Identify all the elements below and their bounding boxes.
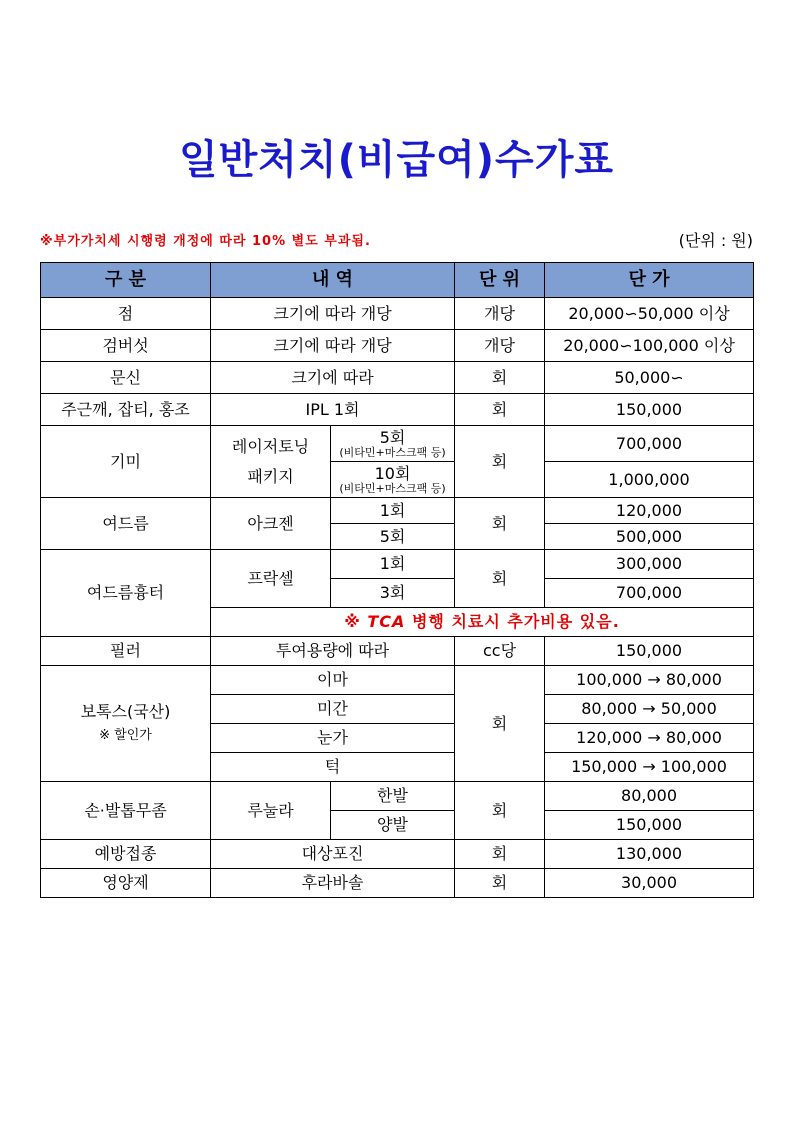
price-cell: 50,000∽ <box>545 362 754 394</box>
option-cell: 5회 <box>331 524 455 550</box>
unit-cell: cc당 <box>455 637 545 666</box>
price-cell: 150,000 <box>545 394 754 426</box>
detail-cell: 프락셀 <box>211 550 331 608</box>
detail-cell: 루눌라 <box>211 782 331 840</box>
price-cell: 120,000 → 80,000 <box>545 724 754 753</box>
price-cell: 130,000 <box>545 840 754 869</box>
category-note: ※ 할인가 <box>99 727 152 743</box>
unit-cell: 회 <box>455 840 545 869</box>
option-label: 5회 <box>379 427 406 447</box>
price-cell: 150,000 <box>545 637 754 666</box>
vat-notice: ※부가가치세 시행령 개정에 따라 10% 별도 부과됨. <box>40 234 371 249</box>
page-title: 일반처치(비급여)수가표 <box>179 137 614 183</box>
unit-cell: 회 <box>455 869 545 898</box>
table-row <box>41 298 754 330</box>
table-row <box>41 637 754 666</box>
detail-cell: IPL 1회 <box>211 394 455 426</box>
category-cell: 여드름 <box>41 498 211 550</box>
option-cell <box>331 426 455 462</box>
tca-note-suffix: 병행 치료시 추가비용 있음. <box>405 612 620 631</box>
unit-cell: 개당 <box>455 298 545 330</box>
table-row <box>41 362 754 394</box>
detail-cell: 미간 <box>211 695 455 724</box>
price-cell: 20,000∽100,000 이상 <box>545 330 754 362</box>
price-cell: 150,000 <box>545 811 754 840</box>
table-row <box>41 426 754 462</box>
category-cell: 검버섯 <box>41 330 211 362</box>
table-row <box>41 330 754 362</box>
detail-cell: 눈가 <box>211 724 455 753</box>
price-cell: 1,000,000 <box>545 462 754 498</box>
unit-cell: 회 <box>455 498 545 550</box>
price-cell: 80,000 <box>545 782 754 811</box>
category-cell: 필러 <box>41 637 211 666</box>
price-cell: 100,000 → 80,000 <box>545 666 754 695</box>
category-cell <box>41 666 211 782</box>
unit-cell: 회 <box>455 362 545 394</box>
header-detail: 내 역 <box>211 263 455 298</box>
option-cell: 1회 <box>331 550 455 579</box>
table-row <box>41 869 754 898</box>
tca-note-tca: TCA <box>367 612 406 631</box>
header-category: 구 분 <box>41 263 211 298</box>
detail-cell: 후라바솔 <box>211 869 455 898</box>
unit-cell: 회 <box>455 394 545 426</box>
option-cell: 양발 <box>331 811 455 840</box>
category-cell: 여드름흉터 <box>41 550 211 637</box>
unit-cell: 회 <box>455 550 545 608</box>
category-cell: 예방접종 <box>41 840 211 869</box>
category-cell: 주근깨, 잡티, 홍조 <box>41 394 211 426</box>
unit-cell: 회 <box>455 666 545 782</box>
unit-cell: 회 <box>455 426 545 498</box>
price-table <box>40 262 754 898</box>
price-cell: 500,000 <box>545 524 754 550</box>
package-cell <box>211 426 331 498</box>
option-note: (비타민+마스크팩 등) <box>339 445 446 459</box>
price-cell: 20,000∽50,000 이상 <box>545 298 754 330</box>
detail-cell: 크기에 따라 <box>211 362 455 394</box>
detail-cell: 투여용량에 따라 <box>211 637 455 666</box>
option-cell <box>331 462 455 498</box>
price-cell: 700,000 <box>545 579 754 608</box>
table-row <box>41 840 754 869</box>
price-cell: 120,000 <box>545 498 754 524</box>
table-row <box>41 666 754 695</box>
package-line-2: 패키지 <box>247 466 294 486</box>
detail-cell: 턱 <box>211 753 455 782</box>
detail-cell: 이마 <box>211 666 455 695</box>
detail-cell: 크기에 따라 개당 <box>211 330 455 362</box>
price-cell: 300,000 <box>545 550 754 579</box>
table-row <box>41 394 754 426</box>
option-cell: 한발 <box>331 782 455 811</box>
tca-note <box>211 608 754 637</box>
category-cell: 손·발톱무좀 <box>41 782 211 840</box>
option-note: (비타민+마스크팩 등) <box>339 481 446 495</box>
option-cell: 3회 <box>331 579 455 608</box>
header-unit: 단 위 <box>455 263 545 298</box>
option-cell: 1회 <box>331 498 455 524</box>
category-cell: 문신 <box>41 362 211 394</box>
table-row <box>41 498 754 524</box>
detail-cell: 아크젠 <box>211 498 331 550</box>
category-cell: 점 <box>41 298 211 330</box>
price-cell: 150,000 → 100,000 <box>545 753 754 782</box>
price-cell: 30,000 <box>545 869 754 898</box>
table-row <box>41 550 754 579</box>
unit-label: (단위 : 원) <box>678 231 753 250</box>
header-price: 단 가 <box>545 263 754 298</box>
tca-note-prefix: ※ <box>344 612 368 631</box>
detail-cell: 대상포진 <box>211 840 455 869</box>
table-header-row <box>41 263 754 298</box>
package-line-1: 레이저토닝 <box>231 436 310 456</box>
price-cell: 700,000 <box>545 426 754 462</box>
table-row <box>41 782 754 811</box>
category-cell: 영양제 <box>41 869 211 898</box>
category-label: 보톡스(국산) <box>80 701 171 721</box>
price-cell: 80,000 → 50,000 <box>545 695 754 724</box>
option-label: 10회 <box>374 463 411 483</box>
detail-cell: 크기에 따라 개당 <box>211 298 455 330</box>
unit-cell: 개당 <box>455 330 545 362</box>
unit-cell: 회 <box>455 782 545 840</box>
category-cell: 기미 <box>41 426 211 498</box>
